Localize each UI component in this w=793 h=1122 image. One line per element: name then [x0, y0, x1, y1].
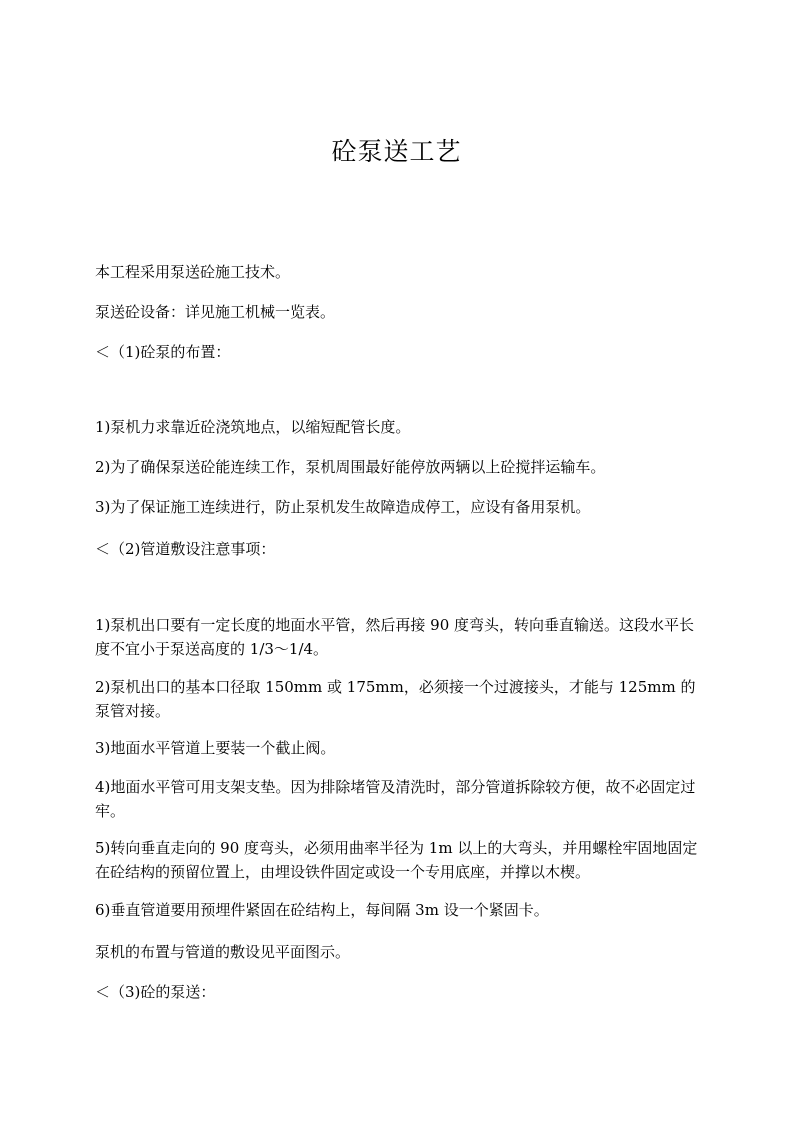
list-item: 3)为了保证施工连续进行，防止泵机发生故障造成停工，应设有备用泵机。	[95, 498, 591, 516]
list-item: 4)地面水平管可用支架支垫。因为排除堵管及清洗时，部分管道拆除较方便，故不必固定过牢。	[95, 778, 696, 820]
list-item: 2)泵机出口的基本口径取 150mm 或 175mm，必须接一个过渡接头，才能与 125mm 的泵管对接。	[95, 678, 696, 720]
paragraph-equipment: 泵送砼设备：详见施工机械一览表。	[95, 303, 336, 321]
list-item: 1)泵机出口要有一定长度的地面水平管，然后再接 90 度弯头，转向垂直输送。这段水平长度不宜小于泵送高度的 1/3～1/4。	[95, 616, 695, 658]
paragraph-layout-note: 泵机的布置与管道的敷设见平面图示。	[95, 943, 351, 961]
list-item: 6)垂直管道要用预埋件紧固在砼结构上，每间隔 3m 设一个紧固卡。	[95, 901, 549, 919]
list-item: 5)转向垂直走向的 90 度弯头，必须用曲率半径为 1m 以上的大弯头，并用螺栓牢固地固定在砼结构的预留位置上，由埋设铁件固定或设一个专用底座，并撑以木楔。	[95, 839, 698, 881]
section-heading-pump-layout: ＜（1)砼泵的布置：	[95, 343, 231, 361]
list-item: 1)泵机力求靠近砼浇筑地点，以缩短配管长度。	[95, 418, 411, 436]
section-heading-concrete-pumping: ＜（3)砼的泵送：	[95, 983, 216, 1001]
document-title: 砼泵送工艺	[331, 137, 462, 166]
paragraph-intro: 本工程采用泵送砼施工技术。	[95, 263, 291, 281]
list-item: 2)为了确保泵送砼能连续工作，泵机周围最好能停放两辆以上砼搅拌运输车。	[95, 458, 606, 476]
section-heading-pipe-laying: ＜（2)管道敷设注意事项：	[95, 540, 276, 558]
list-item: 3)地面水平管道上要装一个截止阀。	[95, 739, 336, 757]
